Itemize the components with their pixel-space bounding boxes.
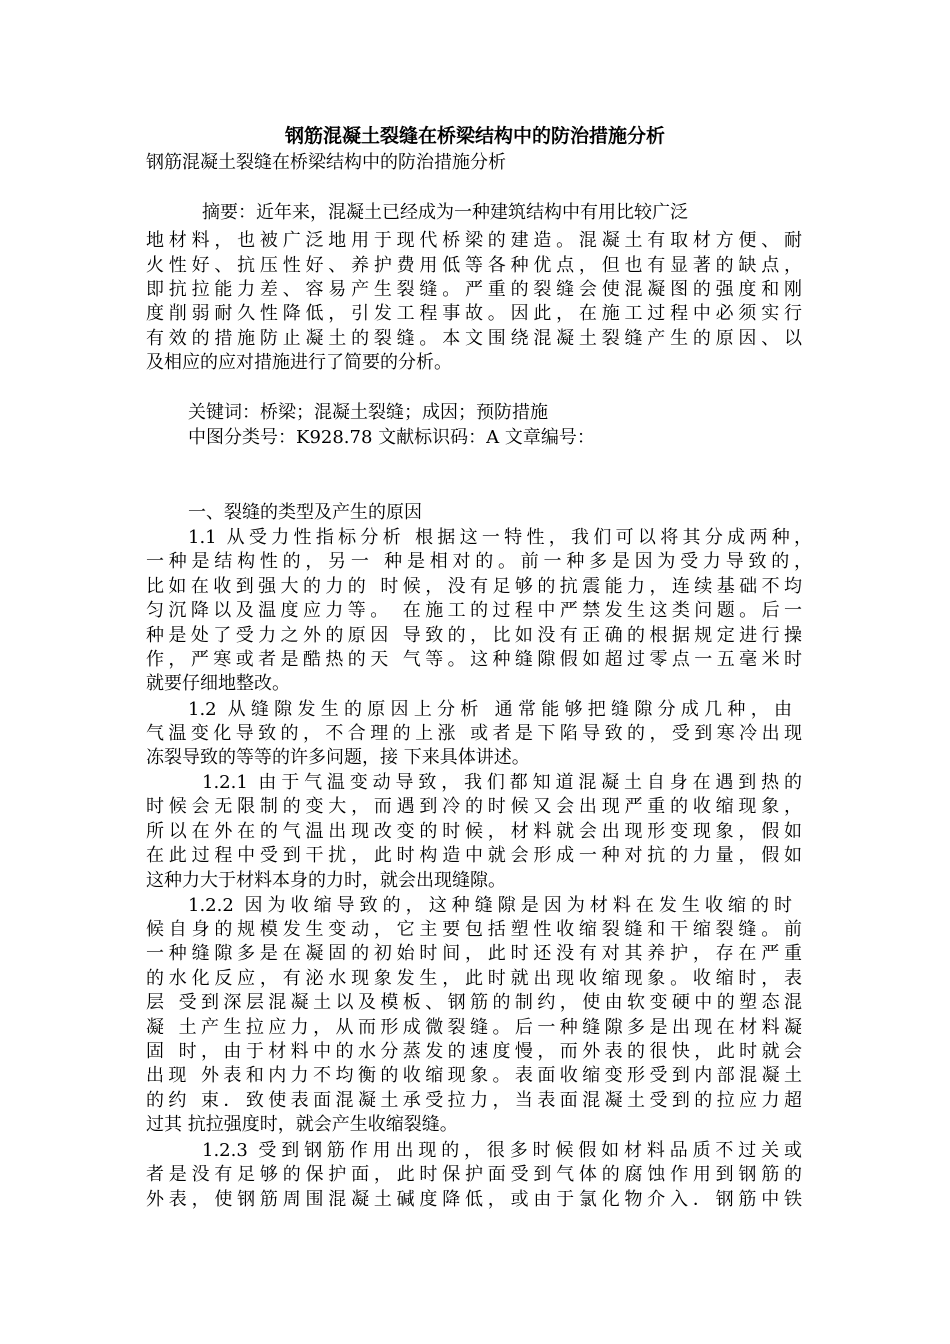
paragraph-line: 在此过程中受到干扰，此时构造中就会形成一种对抗的力量，假如 (146, 845, 802, 866)
paragraph-line: 匀沉降以及温度应力等。 在施工的过程中严禁发生这类问题。后一 (146, 600, 802, 621)
paragraph-line: 所以在外在的气温出现改变的时候，材料就会出现形变现象，假如 (146, 821, 802, 842)
paragraph-line: 冻裂导致的等等的许多问题，接 下来具体讲述。 (146, 747, 530, 768)
section-heading: 一、裂缝的类型及产生的原因 (188, 502, 422, 523)
paragraph-line: 出现 外表和内力不均衡的收缩现象。表面收缩变形受到内部混凝土 (146, 1065, 802, 1086)
paragraph-line: 这种力大于材料本身的力时，就会出现缝隙。 (146, 870, 506, 891)
paragraph-line: 外表，使钢筋周围混凝土碱度降低，或由于氯化物介入．钢筋中铁 (146, 1189, 802, 1210)
abstract-line: 及相应的应对措施进行了简要的分析。 (146, 352, 452, 373)
abstract-line: 即抗拉能力差、容易产生裂缝。严重的裂缝会使混凝图的强度和刚 (146, 279, 802, 300)
paragraph-line: 1.2.2 因为收缩导致的，这种缝隙是因为材料在发生收缩的时 (188, 895, 792, 916)
paragraph-line: 层 受到深层混凝土以及模板、钢筋的制约，使由软变硬中的塑态混 (146, 992, 802, 1013)
abstract-line: 火性好、抗压性好、养护费用低等各种优点，但也有显著的缺点， (146, 255, 802, 276)
paragraph-line: 1.2.3 受到钢筋作用出现的，很多时候假如材料品质不过关或 (202, 1140, 802, 1161)
paragraph-line: 作，严寒或者是酷热的天 气等。这种缝隙假如超过零点一五毫米时 (146, 649, 802, 670)
paragraph-line: 过其 抗拉强度时，就会产生收缩裂缝。 (146, 1114, 458, 1135)
paragraph-line: 候自身的规模发生变动，它主要包括塑性收缩裂缝和干缩裂缝。前 (146, 919, 802, 940)
paragraph-line: 者是没有足够的保护面，此时保护面受到气体的腐蚀作用到钢筋的 (146, 1164, 802, 1185)
paragraph-line: 时候会无限制的变大，而遇到冷的时候又会出现严重的收缩现象， (146, 796, 802, 817)
paragraph-line: 一种缝隙多是在凝固的初始时间，此时还没有对其养护，存在严重 (146, 943, 802, 964)
paragraph-line: 种是处了受力之外的原因 导致的，比如没有正确的根据规定进行操 (146, 625, 802, 646)
paragraph-line: 固 时，由于材料中的水分蒸发的速度慢，而外表的很快，此时就会 (146, 1041, 802, 1062)
paragraph-line: 的水化反应，有泌水现象发生，此时就出现收缩现象。收缩时，表 (146, 968, 802, 989)
paragraph-line: 就要仔细地整改。 (146, 673, 290, 694)
abstract-line: 地材料，也被广泛地用于现代桥梁的建造。混凝土有取材方便、耐 (146, 230, 802, 251)
paragraph-line: 1.2.1 由于气温变动导致，我们都知道混凝土自身在遇到热的 (202, 772, 802, 793)
document-subtitle: 钢筋混凝土裂缝在桥梁结构中的防治措施分析 (146, 152, 506, 173)
keywords: 关键词：桥梁；混凝土裂缝；成因；预防措施 (188, 402, 548, 423)
abstract-line: 摘要：近年来，混凝土已经成为一种建筑结构中有用比较广泛 (202, 202, 688, 223)
paragraph-line: 比如在收到强大的力的 时候，没有足够的抗震能力，连续基础不均 (146, 576, 802, 597)
paragraph-line: 凝 土产生拉应力，从而形成微裂缝。后一种缝隙多是出现在材料凝 (146, 1017, 802, 1038)
document-title: 钢筋混凝土裂缝在桥梁结构中的防治措施分析 (284, 125, 665, 147)
paragraph-line: 一种是结构性的，另一 种是相对的。前一种多是因为受力导致的， (146, 551, 812, 572)
abstract-line: 有效的措施防止凝土的裂缝。本文围绕混凝土裂缝产生的原因、以 (146, 328, 802, 349)
paragraph-line: 气温变化导致的，不合理的上涨 或者是下陷导致的，受到寒冷出现 (146, 723, 802, 744)
paragraph-line: 1.2 从缝隙发生的原因上分析 通常能够把缝隙分成几种，由 (188, 699, 792, 720)
paragraph-line: 1.1 从受力性指标分析 根据这一特性，我们可以将其分成两种， (188, 527, 812, 548)
abstract-line: 度削弱耐久性降低，引发工程事故。因此，在施工过程中必须实行 (146, 303, 802, 324)
paragraph-line: 的约 束．致使表面混凝土承受拉力，当表面混凝土受到的拉应力超 (146, 1090, 802, 1111)
classification-info: 中图分类号：K928.78 文献标识码：A 文章编号： (188, 427, 595, 448)
